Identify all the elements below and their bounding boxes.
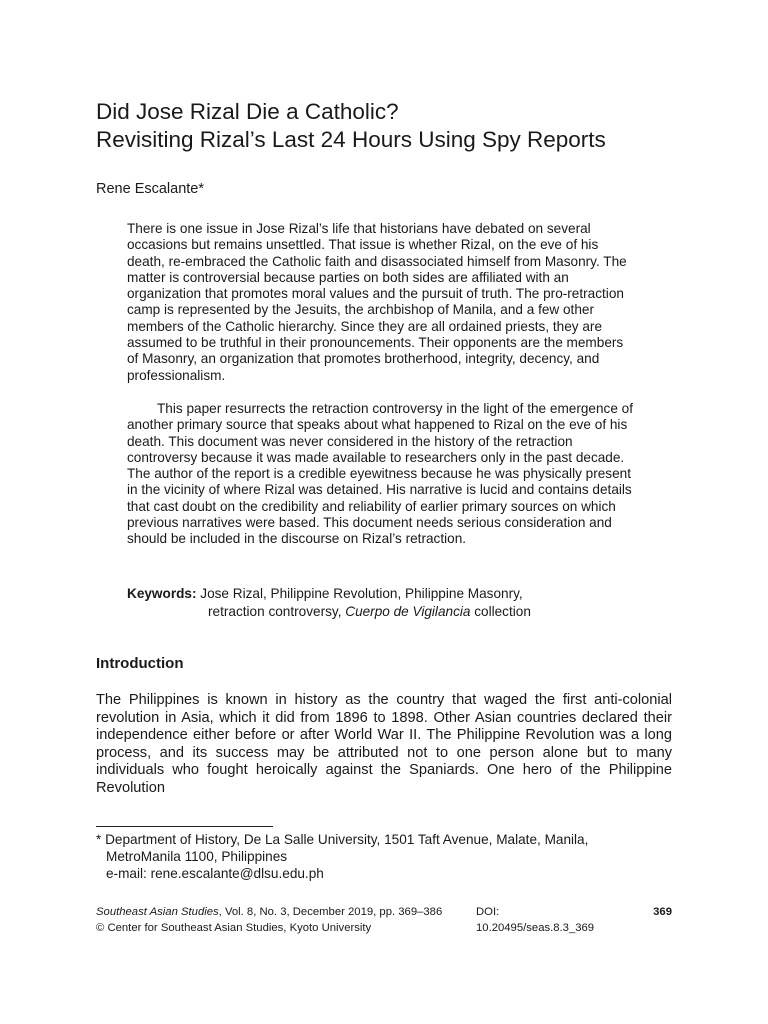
abstract-paragraph-2: This paper resurrects the retraction controversy in the light of the emergence of another primary source that speaks about what happened to Rizal on the eve of his death. This document was never considered in the history of the retraction controversy because it was made available to researchers only in the past decade. The author of the report is a credible eyewitness because he was physically present in the vicinity of where Rizal was detained. His narrative is lucid and contains details that cast doubt on the credibility and reliability of earlier primary sources on which previous narratives were based. This document needs serious consideration and should be included in the discourse on Rizal’s retraction. xyxy=(127,400,634,547)
keywords-line-1: Jose Rizal, Philippine Revolution, Philippine Masonry, xyxy=(200,586,523,601)
paper-title xyxy=(96,98,696,154)
abstract-paragraph-1: There is one issue in Jose Rizal’s life that historians have debated on several occasions but remains unsettled. That issue is whether Rizal, on the eve of his death, re-embraced the Catholic faith and disassociated himself from Masonry. The matter is controversial because parties on both sides are affiliated with an organization that promotes moral values and the pursuit of truth. The pro-retraction camp is represented by the Jesuits, the archbishop of Manila, and a few other members of the Catholic hierarchy. Since they are all ordained priests, they are assumed to be truthful in their pronouncements. Their opponents are the members of Masonry, an organization that promotes brotherhood, integrity, decency, and professionalism. xyxy=(127,221,627,383)
author-footnote xyxy=(96,831,672,882)
author-name: Rene Escalante* xyxy=(96,181,205,197)
footnote-address: MetroManila 1100, Philippines xyxy=(106,849,288,864)
footnote-affiliation: * Department of History, De La Salle University, 1501 Taft Avenue, Malate, Manila, xyxy=(96,832,589,847)
introduction-paragraph: The Philippines is known in history as the country that waged the first anti-colonial revolution in Asia, which it did from 1896 to 1898. Other Asian countries declared their independence either before or after World War II. The Philippine Revolution was a long process, and its success may be attributed not to one person alone but to many individuals who fought heroically against the Spaniards. One hero of the Philippine Revolution xyxy=(96,692,672,796)
keywords-line-2-prefix: retraction controversy, xyxy=(208,603,346,619)
footnote-divider xyxy=(96,826,273,827)
keywords xyxy=(127,585,647,620)
journal-issue-info: , Vol. 8, No. 3, December 2019, pp. 369–386 xyxy=(218,906,443,918)
abstract xyxy=(127,221,637,548)
doi-block xyxy=(476,905,616,936)
section-heading-introduction: Introduction xyxy=(96,655,184,672)
keywords-line-2-suffix: collection xyxy=(470,603,531,619)
journal-citation xyxy=(96,905,446,936)
page-number: 369 xyxy=(653,906,672,918)
doi-value: 10.20495/seas.8.3_369 xyxy=(476,921,595,934)
keywords-label: Keywords: xyxy=(127,586,197,601)
keywords-line-2 xyxy=(127,603,647,621)
footnote-email: e-mail: rene.escalante@dlsu.edu.ph xyxy=(106,866,324,881)
paper-title-line1: Did Jose Rizal Die a Catholic? xyxy=(96,99,399,124)
doi-label: DOI: xyxy=(476,906,500,918)
journal-name: Southeast Asian Studies xyxy=(96,906,219,918)
page-footer xyxy=(96,905,672,955)
copyright-line: © Center for Southeast Asian Studies, Kyoto University xyxy=(96,921,372,934)
paper-title-line2: Revisiting Rizal’s Last 24 Hours Using Spy Reports xyxy=(96,127,606,152)
keywords-line-2-italic: Cuerpo de Vigilancia xyxy=(345,603,471,619)
